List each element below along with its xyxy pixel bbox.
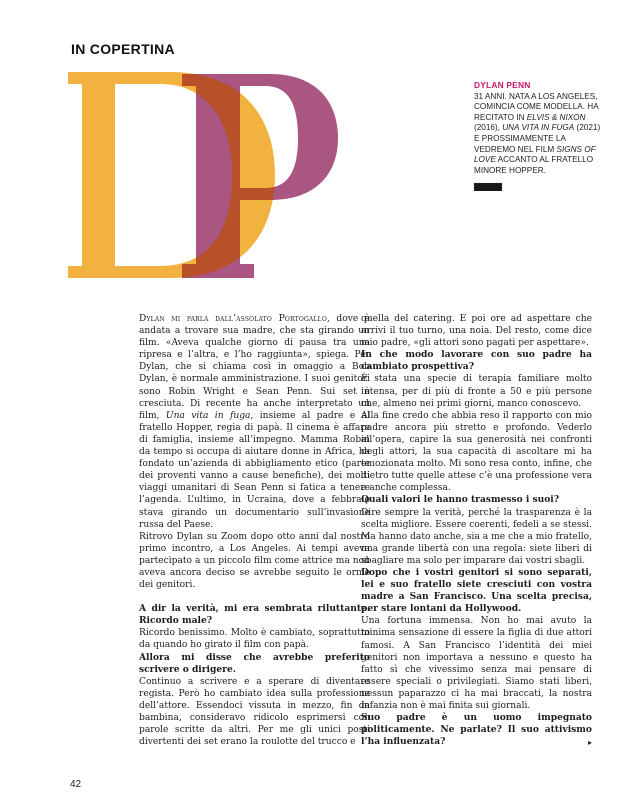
- paragraph: Ritrovo Dylan su Zoom dopo otto anni dal nostro primo incontro, a Los Angeles. Ai tempi aveva partecipato a un piccolo film come attrice ma non aveva ancora deciso se avrebbe seguito le orme dei genitori.: [139, 531, 370, 591]
- answer: Ricordo benissimo. Molto è cambiato, soprattutto da quando ho girato il film con papà.: [139, 628, 370, 651]
- question: In che modo lavorare con suo padre ha cambiato prospettiva?: [361, 349, 592, 373]
- section-title: IN COPERTINA: [71, 41, 175, 57]
- continue-arrow-icon: ▸: [587, 737, 592, 748]
- question: Quali valori le hanno trasmesso i suoi?: [361, 494, 560, 506]
- profile-sidebar: [474, 80, 604, 191]
- page-number: 42: [70, 779, 82, 790]
- profile-name: DYLAN PENN: [474, 80, 531, 90]
- answer: È stata una specie di terapia familiare molto intensa, per di più di fronte a 50 e più persone che, almeno nei primi giorni, manco conoscevo.: [361, 374, 592, 409]
- answer: Alla fine credo che abbia reso il rapporto con mio padre ancora più stretto e profondo. Vederlo all’opera, capire la sua generosità nei confronti degli attori, la sua capacità di ascoltare mi ha emozionata molto. Mi sono resa conto, infine, che dietro tutte quelle attese c’è una professione vera e anche complessa.: [361, 410, 592, 494]
- article-column-2: [361, 313, 592, 748]
- profile-bio: 31 ANNI. NATA A LOS ANGELES, COMINCIA COME MODELLA. HA RECITATO IN ELVIS & NIXON (2016), UNA VITA IN FUGA (2021) E PROSSIMAMENTE LA VEDREMO NEL FILM SIGNS OF LOVE ACCANTO AL FRATELLO MINORE HOPPER.: [474, 91, 601, 175]
- intro-paragraph: Dylan mi parla dall’assolato Portogallo, dove è andata a trovare sua madre, che sta girando un film. «Aveva qualche giorno di pausa tra una ripresa e l’altra, e l’ho raggiunta», spiega. Per Dylan, che si chiama così in omaggio a Bob Dylan, è normale amministrazione. I suoi genitori sono Robin Wright e Sean Penn. Sui set è cresciuta. Di recente ha anche interpretato un film, Una vita in fuga, insieme al padre e al fratello Hopper, regia di papà. Il cinema è affare di famiglia, insieme all’impegno. Mamma Robin da tempo si occupa di aiutare donne in Africa, ha fondato un’azienda di abbigliamento etico (parte dei proventi vanno a cause benefiche), dei molti viaggi umanitari di Sean Penn si fatica a tenere l’agenda. L’ultimo, in Ucraina, dove a febbraio stava girando un documentario sull’invasione russa del Paese.: [139, 314, 370, 530]
- question: Suo padre è un uomo impegnato politicamente. Ne parlate? Il suo attivismo l’ha influenzata? ▸: [361, 712, 592, 748]
- question: A dir la verità, mi era sembrata riluttante. Ricordo male?: [139, 603, 370, 627]
- dp-initials-graphic: [60, 70, 360, 280]
- answer: Dire sempre la verità, perché la trasparenza è la scelta migliore. Essere coerenti, fedeli a se stessi. Ma hanno dato anche, sia a me che a mio fratello, una grande libertà con una regola: siete liberi di sbagliare ma solo per imparare dai vostri sbagli.: [361, 507, 592, 566]
- answer: Una fortuna immensa. Non ho mai avuto la minima sensazione di essere la figlia di due attori famosi. A San Francisco l’identità dei miei genitori non importava a nessuno e questo ha fatto sì che vivessimo senza mai pensare di essere speciali o privilegiati. Siamo stati liberi, nessun paparazzo ci ha mai braccati, la nostra infanzia non è mai finita sui giornali.: [361, 616, 592, 711]
- letter-d: [68, 72, 275, 278]
- answer: quella del catering. E poi ore ad aspettare che arrivi il tuo turno, una noia. Del resto, come dice mio padre, «gli attori sono pagati per aspettare».: [361, 314, 592, 349]
- article-column-1: [139, 313, 370, 748]
- answer: Continuo a scrivere e a sperare di diventare regista. Però ho cambiato idea sulla professione dell’attore. Essendoci vissuta in mezzo, fin da bambina, consideravo ridicolo esprimersi con parole scritte da altri. Per me gli unici posti divertenti dei set erano la roulotte del trucco e: [139, 676, 370, 748]
- sidebar-black-bar: [474, 183, 502, 191]
- question: Allora mi disse che avrebbe preferito scrivere o dirigere.: [139, 651, 370, 675]
- question: Dopo che i vostri genitori si sono separati, lei e suo fratello siete cresciuti con vostra madre a San Francisco. Una scelta precisa, per stare lontani da Hollywood.: [361, 566, 592, 615]
